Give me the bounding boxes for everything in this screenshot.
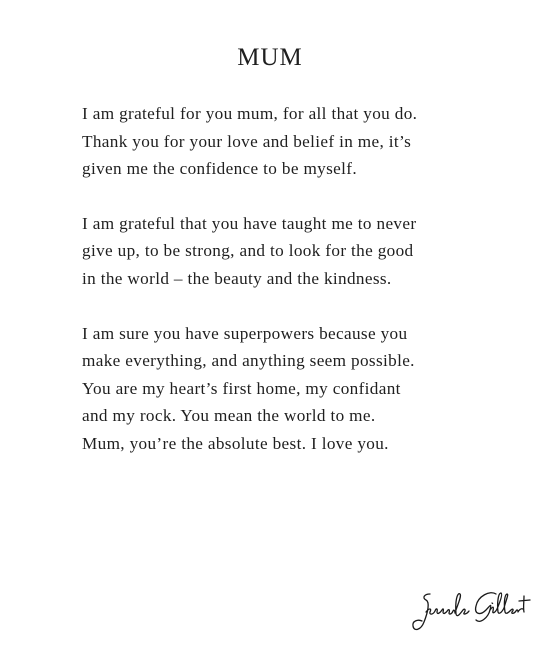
poem-line: give up, to be strong, and to look for the good bbox=[82, 241, 414, 261]
poem-paragraph-1 bbox=[82, 100, 502, 183]
poem-line: given me the confidence to be myself. bbox=[82, 159, 357, 179]
poem-line: I am grateful that you have taught me to never bbox=[82, 213, 417, 233]
poem-line: Thank you for your love and belief in me, it’s bbox=[82, 131, 412, 151]
poem-line: Mum, you’re the absolute best. I love you. bbox=[82, 433, 389, 453]
poem-line: in the world – the beauty and the kindness. bbox=[82, 268, 392, 288]
poem-line: and my rock. You mean the world to me. bbox=[82, 406, 376, 426]
poem-line: make everything, and anything seem possible. bbox=[82, 351, 415, 371]
poem-paragraph-3 bbox=[82, 320, 502, 458]
poem-title: MUM bbox=[237, 44, 303, 71]
poem-line: You are my heart’s first home, my confidant bbox=[82, 378, 401, 398]
poem-paragraph-2 bbox=[82, 210, 502, 293]
poem-line: I am grateful for you mum, for all that you do. bbox=[82, 104, 418, 123]
signature-icon bbox=[410, 588, 532, 638]
poem-body bbox=[82, 100, 502, 485]
poem-line: I am sure you have superpowers because you bbox=[82, 323, 408, 343]
